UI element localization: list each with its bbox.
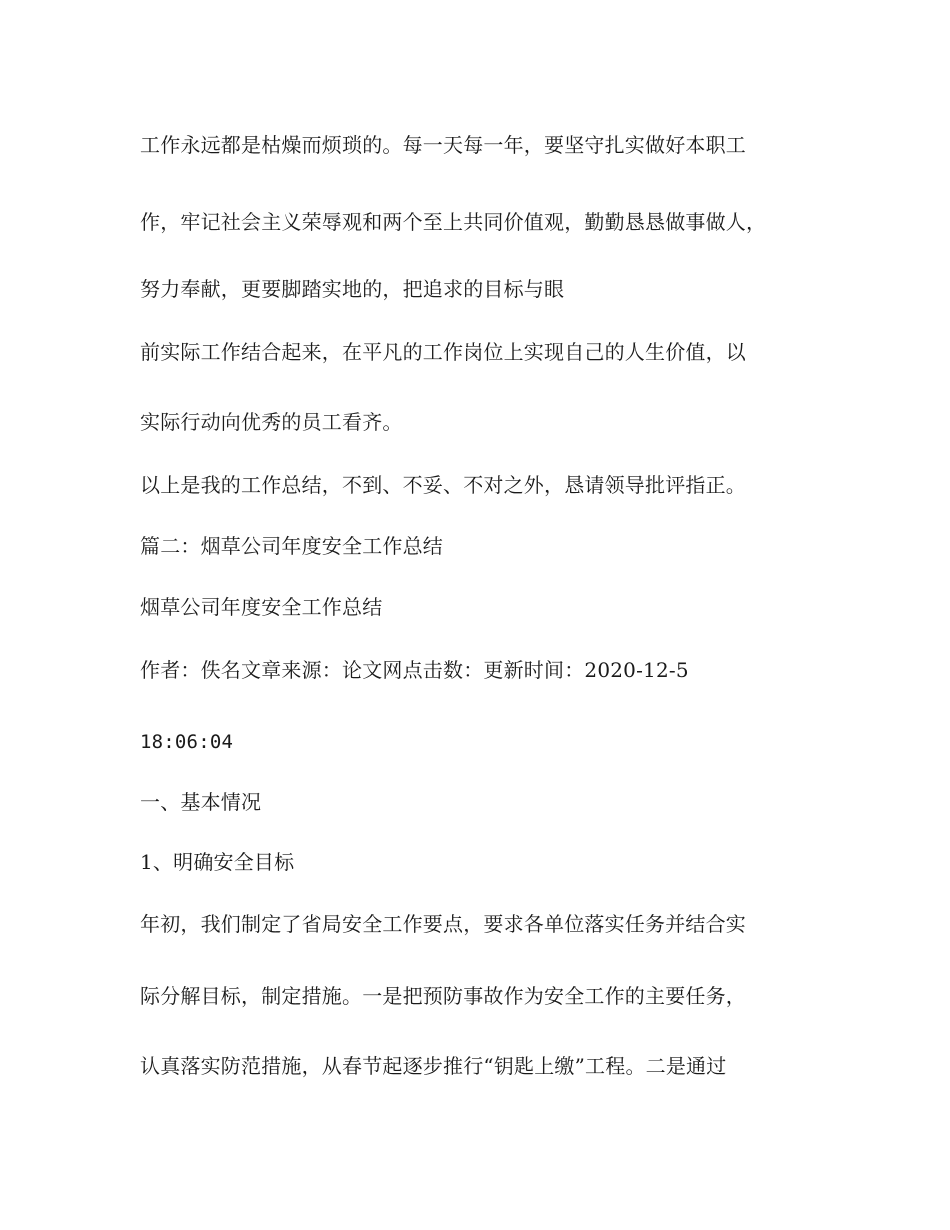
text-line: 以上是我的工作总结，不到、不妥、不对之外，恳请领导批评指正。 bbox=[140, 473, 746, 497]
text-line: 工作永远都是枯燥而烦琐的。每一天每一年，要坚守扎实做好本职工 bbox=[140, 133, 746, 157]
text-line: 努力奉献，更要脚踏实地的，把追求的目标与眼 bbox=[140, 277, 565, 301]
article-title: 烟草公司年度安全工作总结 bbox=[140, 595, 383, 619]
text-line: 前实际工作结合起来，在平凡的工作岗位上实现自己的人生价值，以 bbox=[140, 340, 746, 364]
text-line: 实际行动向优秀的员工看齐。 bbox=[140, 410, 403, 434]
text-line: 作，牢记社会主义荣辱观和两个至上共同价值观，勤勤恳恳做事做人， bbox=[140, 210, 767, 234]
section-heading: 篇二：烟草公司年度安全工作总结 bbox=[140, 534, 443, 558]
article-meta-time: 18:06:04 bbox=[140, 731, 234, 753]
text-line: 认真落实防范措施，从春节起逐步推行“钥匙上缴”工程。二是通过 bbox=[140, 1054, 727, 1078]
text-line: 年初，我们制定了省局安全工作要点，要求各单位落实任务并结合实 bbox=[140, 912, 746, 936]
text-line: 际分解目标，制定措施。一是把预防事故作为安全工作的主要任务， bbox=[140, 984, 746, 1008]
section-heading: 一、基本情况 bbox=[140, 790, 262, 814]
article-meta: 作者：佚名文章来源：论文网点击数：更新时间：2020-12-5 bbox=[140, 658, 689, 682]
subsection-heading: 1、明确安全目标 bbox=[140, 850, 295, 874]
